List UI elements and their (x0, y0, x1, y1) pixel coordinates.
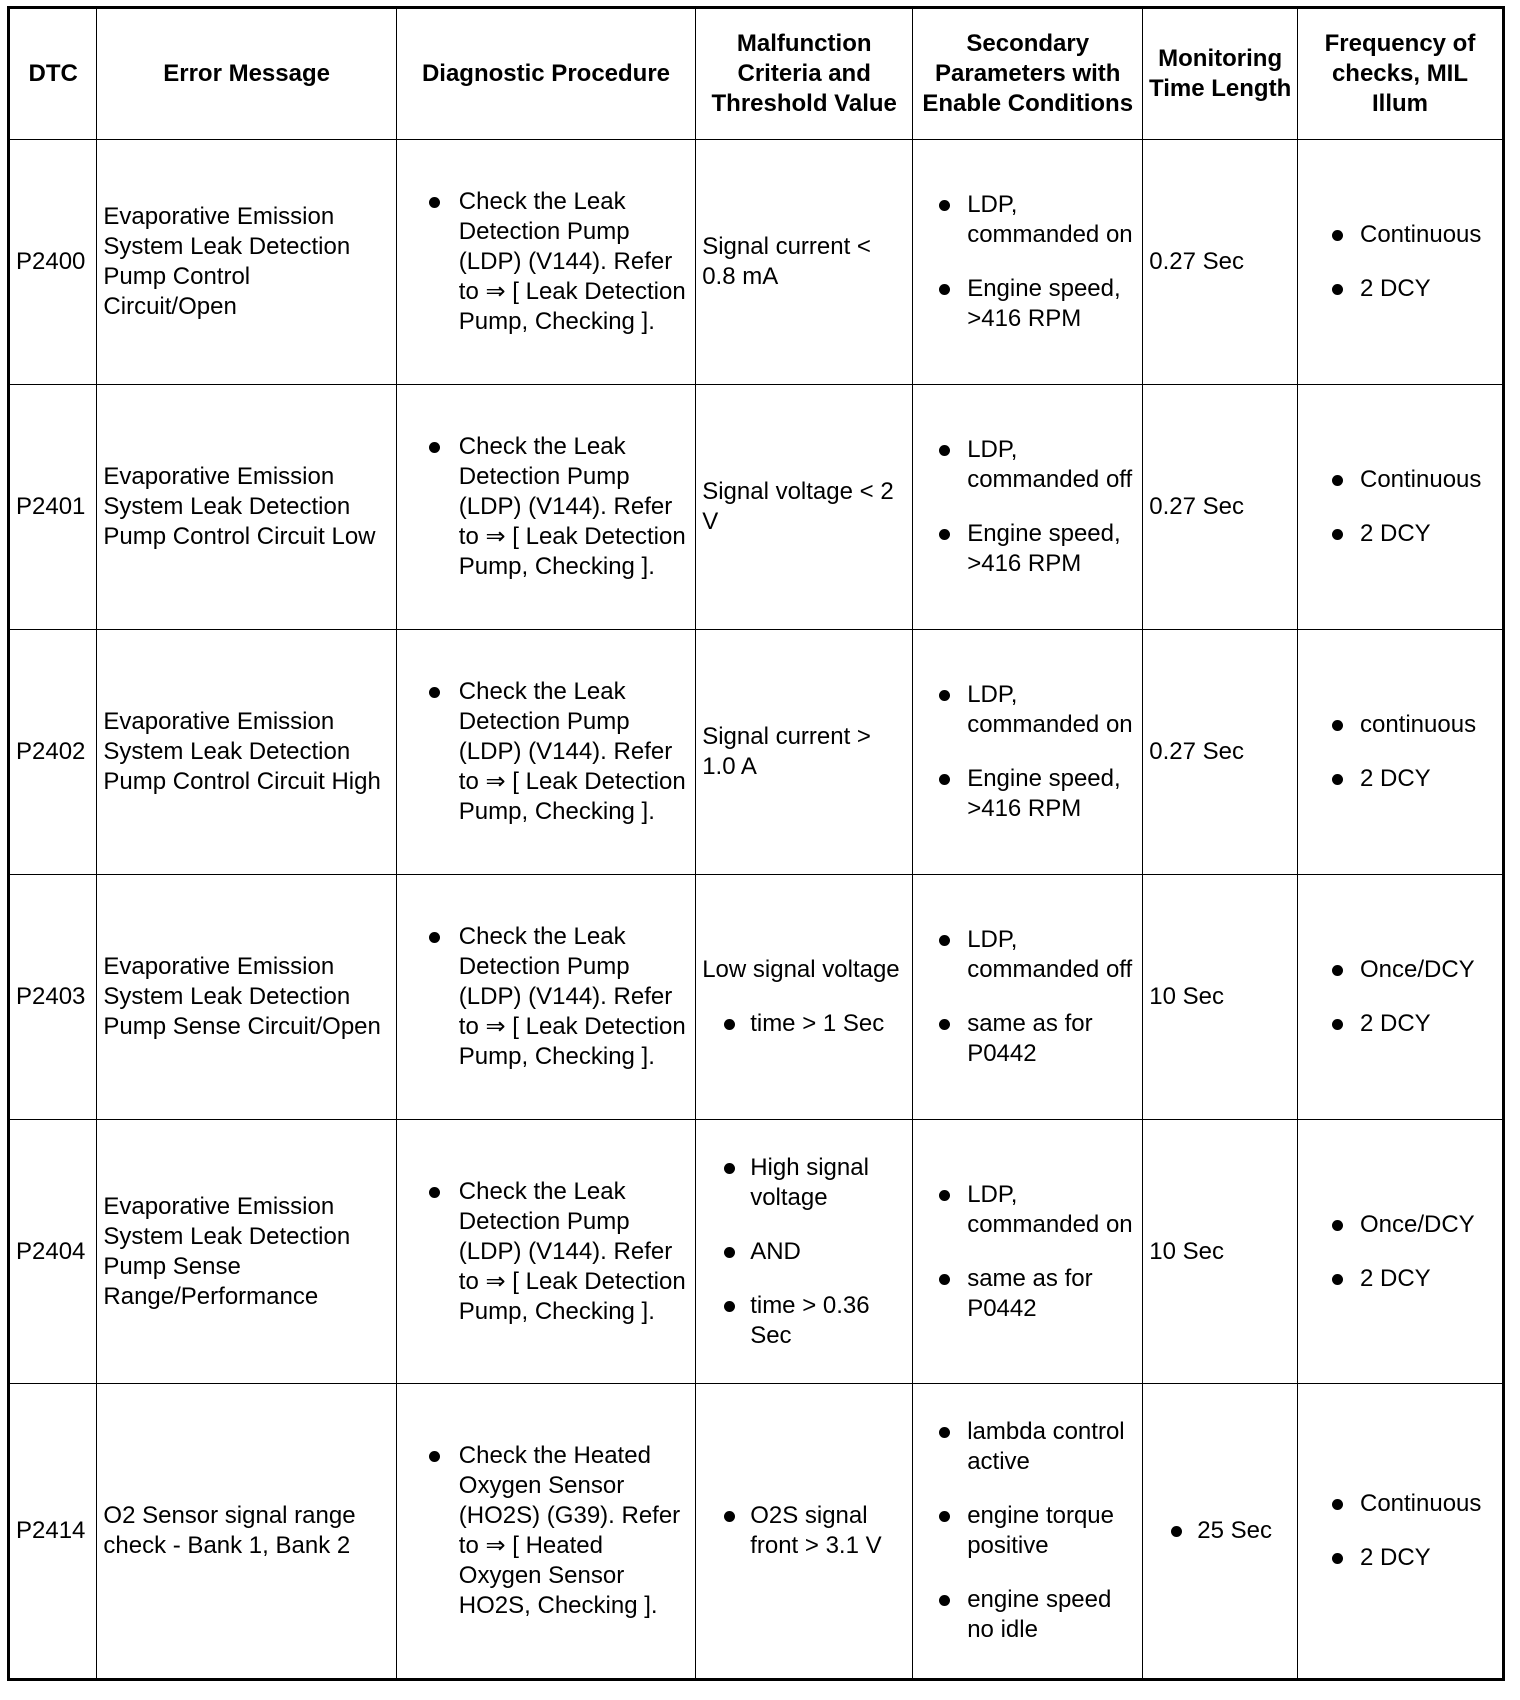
list-item: Continuous (1304, 1489, 1496, 1519)
diagnostic-procedure (396, 1120, 695, 1384)
list-item: Check the Leak Detection Pump (LDP) (V144). Refer to ⇒ [ Leak Detection Pump, Checking ]. (403, 187, 689, 337)
header-error-message: Error Message (97, 8, 396, 140)
monitoring-time: 0.27 Sec (1143, 385, 1298, 630)
diagnostic-procedure (396, 875, 695, 1120)
list-item: engine torque positive (919, 1501, 1136, 1561)
list-item: engine speed no idle (919, 1585, 1136, 1645)
error-message: O2 Sensor signal range check - Bank 1, Bank 2 (97, 1384, 396, 1680)
dtc-code: P2404 (9, 1120, 97, 1384)
secondary-parameters (913, 1120, 1143, 1384)
list-item: Check the Leak Detection Pump (LDP) (V144). Refer to ⇒ [ Leak Detection Pump, Checking ]. (403, 922, 689, 1072)
monitoring-time (1143, 1384, 1298, 1680)
header-diagnostic-procedure: Diagnostic Procedure (396, 8, 695, 140)
frequency (1297, 875, 1503, 1120)
secondary-parameters (913, 875, 1143, 1120)
secondary-parameters (913, 1384, 1143, 1680)
diagnostic-procedure (396, 140, 695, 385)
table-row (9, 1120, 1504, 1384)
header-monitoring-time: Monitoring Time Length (1143, 8, 1298, 140)
monitoring-time: 10 Sec (1143, 1120, 1298, 1384)
dtc-code: P2403 (9, 875, 97, 1120)
list-item: 2 DCY (1304, 1543, 1496, 1573)
list-item: Check the Heated Oxygen Sensor (HO2S) (G39). Refer to ⇒ [ Heated Oxygen Sensor HO2S, Checking ]. (403, 1441, 689, 1621)
frequency (1297, 630, 1503, 875)
frequency (1297, 385, 1503, 630)
frequency (1297, 1120, 1503, 1384)
list-item: AND (702, 1237, 906, 1267)
list-item: Continuous (1304, 465, 1496, 495)
table-row (9, 140, 1504, 385)
list-item: LDP, commanded off (919, 925, 1136, 985)
list-item: Engine speed, >416 RPM (919, 274, 1136, 334)
header-dtc: DTC (9, 8, 97, 140)
table-row (9, 1384, 1504, 1680)
list-item: High signal voltage (702, 1153, 906, 1213)
list-item: Engine speed, >416 RPM (919, 519, 1136, 579)
header-frequency: Frequency of checks, MIL Illum (1297, 8, 1503, 140)
diagnostic-procedure (396, 385, 695, 630)
error-message: Evaporative Emission System Leak Detection Pump Control Circuit Low (97, 385, 396, 630)
table-row (9, 630, 1504, 875)
monitoring-time: 0.27 Sec (1143, 140, 1298, 385)
dtc-code: P2401 (9, 385, 97, 630)
malfunction-criteria (696, 1384, 913, 1680)
dtc-code: P2414 (9, 1384, 97, 1680)
list-item: continuous (1304, 710, 1496, 740)
malfunction-criteria: Signal current > 1.0 A (696, 630, 913, 875)
frequency (1297, 1384, 1503, 1680)
list-item: Check the Leak Detection Pump (LDP) (V144). Refer to ⇒ [ Leak Detection Pump, Checking ]. (403, 1177, 689, 1327)
error-message: Evaporative Emission System Leak Detection Pump Control Circuit/Open (97, 140, 396, 385)
list-item: Check the Leak Detection Pump (LDP) (V144). Refer to ⇒ [ Leak Detection Pump, Checking ]. (403, 432, 689, 582)
table-row (9, 875, 1504, 1120)
malfunction-criteria (696, 875, 913, 1120)
list-item: Continuous (1304, 220, 1496, 250)
malfunction-criteria (696, 1120, 913, 1384)
table-row (9, 385, 1504, 630)
list-item: Engine speed, >416 RPM (919, 764, 1136, 824)
diagnostic-procedure (396, 630, 695, 875)
criteria-text: Low signal voltage (702, 956, 900, 983)
malfunction-criteria: Signal voltage < 2 V (696, 385, 913, 630)
list-item: Once/DCY (1304, 955, 1496, 985)
header-row (9, 8, 1504, 140)
monitoring-time: 10 Sec (1143, 875, 1298, 1120)
dtc-table (7, 6, 1505, 1681)
secondary-parameters (913, 140, 1143, 385)
list-item: lambda control active (919, 1417, 1136, 1477)
frequency (1297, 140, 1503, 385)
list-item: 2 DCY (1304, 764, 1496, 794)
list-item: LDP, commanded on (919, 1180, 1136, 1240)
list-item: same as for P0442 (919, 1009, 1136, 1069)
list-item: 2 DCY (1304, 1009, 1496, 1039)
monitoring-time: 0.27 Sec (1143, 630, 1298, 875)
header-secondary-parameters: Secondary Parameters with Enable Conditions (913, 8, 1143, 140)
list-item: O2S signal front > 3.1 V (702, 1501, 906, 1561)
secondary-parameters (913, 630, 1143, 875)
list-item: same as for P0442 (919, 1264, 1136, 1324)
list-item: Check the Leak Detection Pump (LDP) (V144). Refer to ⇒ [ Leak Detection Pump, Checking ]. (403, 677, 689, 827)
malfunction-criteria: Signal current < 0.8 mA (696, 140, 913, 385)
list-item: 2 DCY (1304, 1264, 1496, 1294)
dtc-code: P2402 (9, 630, 97, 875)
list-item: 25 Sec (1149, 1516, 1291, 1546)
secondary-parameters (913, 385, 1143, 630)
dtc-code: P2400 (9, 140, 97, 385)
diagnostic-procedure (396, 1384, 695, 1680)
error-message: Evaporative Emission System Leak Detection Pump Sense Circuit/Open (97, 875, 396, 1120)
error-message: Evaporative Emission System Leak Detection Pump Control Circuit High (97, 630, 396, 875)
list-item: time > 1 Sec (702, 1009, 906, 1039)
error-message: Evaporative Emission System Leak Detection Pump Sense Range/Performance (97, 1120, 396, 1384)
list-item: time > 0.36 Sec (702, 1291, 906, 1351)
list-item: Once/DCY (1304, 1210, 1496, 1240)
list-item: LDP, commanded off (919, 435, 1136, 495)
list-item: 2 DCY (1304, 274, 1496, 304)
header-malfunction-criteria: Malfunction Criteria and Threshold Value (696, 8, 913, 140)
list-item: 2 DCY (1304, 519, 1496, 549)
list-item: LDP, commanded on (919, 680, 1136, 740)
list-item: LDP, commanded on (919, 190, 1136, 250)
